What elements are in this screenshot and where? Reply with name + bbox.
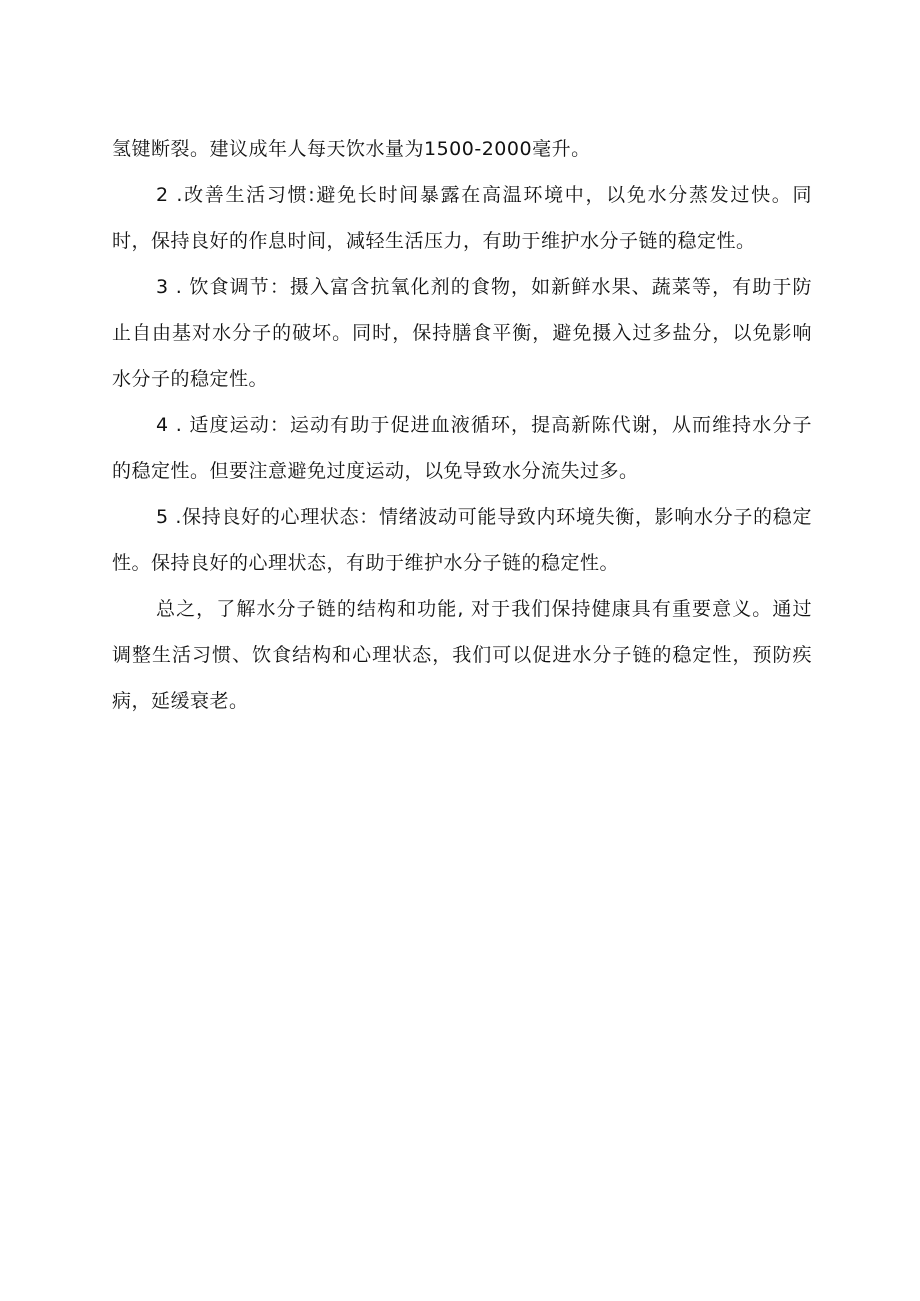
paragraph-item-4: 4 . 适度运动：运动有助于促进血液循环，提高新陈代谢，从而维持水分子的稳定性。但要注意避免过度运动，以免导致水分流失过多。: [112, 414, 812, 482]
paragraph-continuation: 氢键断裂。建议成年人每天饮水量为1500-2000毫升。: [112, 138, 591, 160]
paragraph-item-3: 3 . 饮食调节：摄入富含抗氧化剂的食物，如新鲜水果、蔬菜等，有助于防止自由基对水分子的破坏。同时，保持膳食平衡，避免摄入过多盐分，以免影响水分子的稳定性。: [112, 276, 812, 390]
paragraph-summary: 总之，了解水分子链的结构和功能, 对于我们保持健康具有重要意义。通过调整生活习惯、饮食结构和心理状态，我们可以促进水分子链的稳定性，预防疾病，延缓衰老。: [112, 598, 812, 712]
paragraph-item-5: 5 .保持良好的心理状态：情绪波动可能导致内环境失衡，影响水分子的稳定性。保持良好的心理状态，有助于维护水分子链的稳定性。: [112, 506, 812, 574]
document-body: [112, 126, 812, 724]
paragraph-item-2: 2 .改善生活习惯:避免长时间暴露在高温环境中，以免水分蒸发过快。同时，保持良好的作息时间，减轻生活压力，有助于维护水分子链的稳定性。: [112, 184, 812, 252]
